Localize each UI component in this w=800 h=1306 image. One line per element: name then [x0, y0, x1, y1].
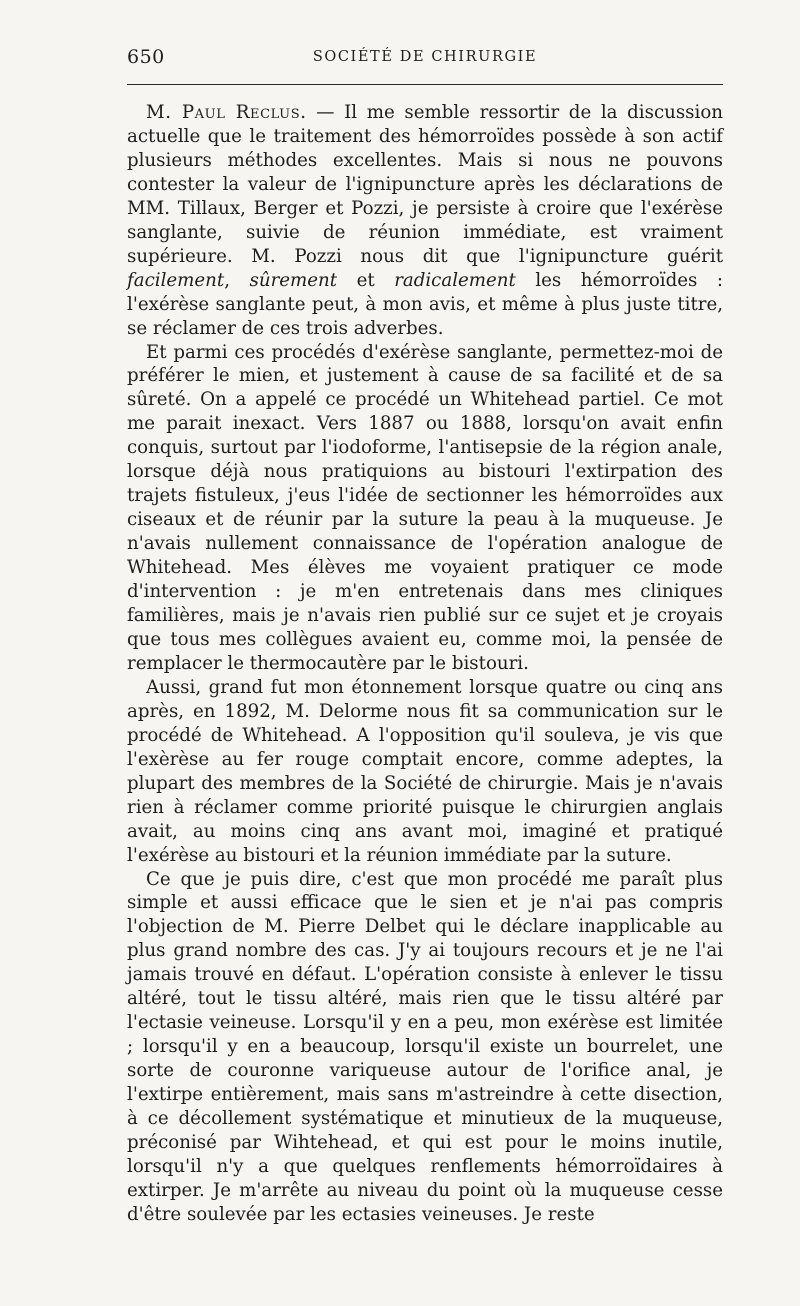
- page-number: 650: [127, 46, 165, 68]
- italic-word: sûrement: [249, 269, 338, 291]
- italic-word: radicalement: [394, 269, 516, 291]
- page-header: [127, 46, 723, 70]
- paragraph: Ce que je puis dire, c'est que mon procédé me paraît plus simple et aussi efficace que le sien et je n'ai pas compris l'objection de M. Pierre Delbet qui le déclare inapplicable au plus grand nombre des cas. J'y ai toujours recours et je ne l'ai jamais trouvé en défaut. L'opération consiste à enlever le tissu altéré, tout le tissu altéré, mais rien que le tissu altéré par l'ectasie veineuse. Lorsqu'il y en a peu, mon exérèse est limitée ; lorsqu'il y en a beaucoup, lorsqu'il existe un bourrelet, une sorte de couronne variqueuse autour de l'orifice anal, je l'extirpe entièrement, mais sans m'astreindre à cette disection, à ce décollement systématique et minutieux de la muqueuse, préconisé par Wihtehead, et qui est pour le moins inutile, lorsqu'il n'y a que quelques renflements hémorroïdaires à extirper. Je m'arrête au niveau du point où la muqueuse cesse d'être soulevée par les ectasies veineuses. Je reste: [127, 868, 723, 1225]
- paragraph: [127, 101, 723, 341]
- speaker-name: M. Paul Reclus.: [146, 102, 307, 123]
- paragraph: Aussi, grand fut mon étonnement lorsque quatre ou cinq ans après, en 1892, M. Delorme nous fit sa communication sur le procédé de Whitehead. A l'opposition qu'il souleva, je vis que l'exèrèse au fer rouge comptait encore, comme adeptes, la plupart des membres de la Société de chirurgie. Mais je n'avais rien à réclamer comme priorité puisque le chirurgien anglais avait, au moins cinq ans avant moi, imaginé et pratiqué l'exérèse au bistouri et la réunion immédiate par la suture.: [127, 676, 723, 866]
- header-rule: [127, 84, 723, 85]
- paragraph-text: les hémorroïdes : l'exérèse sanglante peut, à mon avis, et même à plus juste titre, se réclamer de ces trois adverbes.: [127, 269, 723, 339]
- running-head: SOCIÉTÉ DE CHIRURGIE: [312, 49, 538, 65]
- italic-word: facilement: [127, 269, 225, 291]
- body-text: [127, 101, 723, 1227]
- paragraph-text: ,: [224, 269, 250, 291]
- paragraph: Et parmi ces procédés d'exérèse sanglante, permettez-moi de préférer le mien, et justement à cause de sa facilité et de sa sûreté. On a appelé ce procédé un Whitehead partiel. Ce mot me parait inexact. Vers 1887 ou 1888, lorsqu'on avait enfin conquis, surtout par l'iodoforme, l'antisepsie de la région anale, lorsque déjà nous pratiquions au bistouri l'extirpation des trajets fistuleux, j'eus l'idée de sectionner les hémorroïdes aux ciseaux et de réunir par la suture la peau à la muqueuse. Je n'avais nullement connaissance de l'opération analogue de Whitehead. Mes élèves me voyaient pratiquer ce mode d'intervention : je m'en entretenais dans mes cliniques familières, mais je n'avais rien publié sur ce sujet et je croyais que tous mes collègues avaient eu, comme moi, la pensée de remplacer le thermocautère par le bistouri.: [127, 341, 723, 674]
- paragraph-text: et: [337, 269, 395, 291]
- paragraph-text: — Il me semble ressortir de la discussion actuelle que le traitement des hémorroïdes possède à son actif plusieurs méthodes excellentes. Mais si nous ne pouvons contester la valeur de l'ignipuncture après les déclarations de MM. Tillaux, Berger et Pozzi, je persiste à croire que l'exérèse sanglante, suivie de réunion immédiate, est vraiment supérieure. M. Pozzi nous dit que l'ignipuncture guérit: [127, 102, 723, 267]
